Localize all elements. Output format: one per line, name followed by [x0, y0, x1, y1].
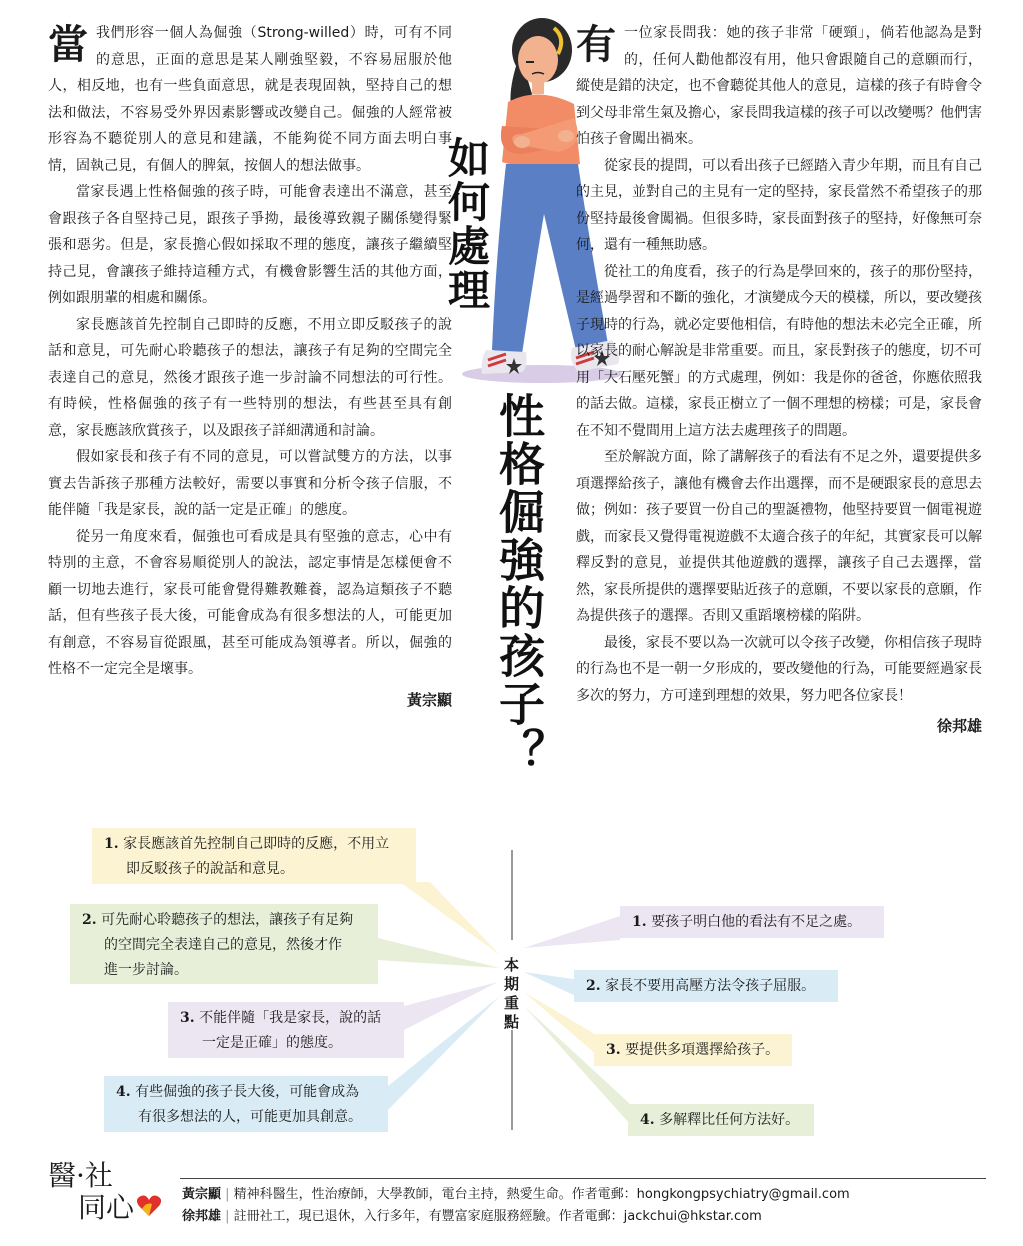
connector-left-1: [400, 882, 500, 955]
right-paragraph-4: 至於解說方面，除了講解孩子的看法有不足之外，還要提供多項選擇給孩子，讓他有機會去作出選擇，而不是硬跟家長的意思去做；例如：孩子要買一份自己的聖誕禮物，他堅持要買一個電視遊戲，而家長又覺得電視遊戲不太適合孩子的年紀，其實家長可以解釋反對的意見，並提供其他遊戲的選擇，讓孩子自己去選擇，當然，家長所提供的選擇要貼近孩子的意願，不要以家長的意願，作為提供孩子的選擇。否則又重蹈壞榜樣的陷阱。: [576, 449, 982, 624]
right-paragraph-1: 有一位家長問我：她的孩子非常「硬頸」，倘若他認為是對的，任何人勸他都沒有用，他只會跟隨自己的意願而行，縱使是錯的決定，也不會聽從其他人的意見，這樣的孩子有時會令到父母非常生氣及擔心，家長問我這樣的孩子可以改變嗎？他們害怕孩子會闖出禍來。: [576, 21, 982, 147]
footer-author-a: 黃宗顯 | 精神科醫生，性治療師，大學教師，電台主持，熱愛生命。作者電郵：hongkongpsychiatry@gmail.com: [182, 1187, 850, 1202]
right-paragraph-2: 從家長的提問，可以看出孩子已經踏入青少年期，而且有自己的主見，並對自己的主見有一定的堅持，家長當然不希望孩子的那份堅持最後會闖禍。但很多時，家長面對孩子的堅持，好像無可奈何，還有一種無助感。: [576, 157, 982, 253]
keypoint-left-2: 2. 可先耐心聆聽孩子的想法，讓孩子有足夠 的空間完全表達自己的意見，然後才作 進一步討論。: [70, 904, 378, 984]
right-article: [576, 20, 982, 740]
logo-line-1: 醫·社: [48, 1159, 113, 1192]
left-paragraph-5: 從另一角度來看，倔強也可看成是具有堅強的意志，心中有特別的主意，不會容易順從別人的說法，認定事情是怎樣便會不顧一切地去進行，家長可能會覺得難教難養，認為這類孩子不聽話，但有些孩子長大後，可能會成為有很多想法的人，可能更加有創意，不容易盲從跟風，甚至可能成為領導者。所以，倔強的性格不一定完全是壞事。: [48, 528, 452, 677]
right-dropcap: 有: [576, 21, 616, 68]
right-paragraph-5: 最後，家長不要以為一次就可以令孩子改變，你相信孩子現時的行為也不是一朝一夕形成的，要改變他的行為，可能要經過家長多次的努力，方可達到理想的效果，努力吧各位家長！: [576, 634, 982, 704]
column-logo: [48, 1160, 134, 1224]
connector-right-2: [524, 972, 580, 998]
keypoint-right-3: 3. 要提供多項選擇給孩子。: [594, 1034, 792, 1066]
keypoint-left-4: 4. 有些倔強的孩子長大後，可能會成為 有很多想法的人，可能更加具創意。: [104, 1076, 388, 1132]
right-paragraph-3: 從社工的角度看，孩子的行為是學回來的，孩子的那份堅持，是經過學習和不斷的強化，才演變成今天的模樣，所以，要改變孩子現時的行為，就必定要他相信，有時他的想法未必完全正確，所以家長的耐心解說是非常重要。而且，家長對孩子的態度，切不可用「大石壓死蟹」的方式處理，例如：我是你的爸爸，你應依照我的話去做。這樣，家長正樹立了一個不理想的榜樣；可是，家長會在不知不覺間用上這方法去處理孩子的問題。: [576, 263, 982, 439]
keypoints-label: 本期重點: [502, 957, 520, 1033]
heart-icon: [136, 1194, 162, 1218]
connector-right-1: [524, 916, 620, 948]
title-part-1: 如何處理: [442, 136, 491, 312]
left-author: 黃宗顯: [406, 690, 452, 709]
footer-divider: [180, 1178, 986, 1179]
footer-bio-a: 精神科醫生，性治療師，大學教師，電台主持，熱愛生命。作者電郵：hongkongpsychiatry@gmail.com: [233, 1187, 850, 1202]
keypoint-right-2: 2. 家長不要用高壓方法令孩子屈服。: [574, 970, 838, 1002]
face: [518, 36, 558, 84]
left-article: [48, 20, 452, 713]
connector-left-2: [378, 938, 500, 968]
keypoint-right-4: 4. 多解釋比任何方法好。: [628, 1104, 814, 1136]
left-dropcap: 當: [48, 21, 88, 68]
logo-line-2: 同心: [48, 1192, 134, 1224]
footer-bio-b: 註冊社工，現已退休，入行多年，有豐富家庭服務經驗。作者電郵：jackchui@hkstar.com: [233, 1209, 762, 1224]
left-paragraph-4: 假如家長和孩子有不同的意見，可以嘗試雙方的方法，以事實去告訴孩子那種方法較好，需要以事實和分析令孩子信服，不能伴隨「我是家長，說的話一定是正確」的態度。: [48, 449, 452, 518]
footer-author-b: 徐邦雄 | 註冊社工，現已退休，入行多年，有豐富家庭服務經驗。作者電郵：jackchui@hkstar.com: [182, 1209, 762, 1224]
footer-name-a: 黃宗顯: [182, 1187, 222, 1202]
keypoint-left-1: 1. 家長應該首先控制自己即時的反應，不用立 即反駁孩子的說話和意見。: [92, 828, 416, 884]
keypoint-right-1: 1. 要孩子明白他的看法有不足之處。: [620, 906, 884, 938]
left-paragraph-3: 家長應該首先控制自己即時的反應，不用立即反駁孩子的說話和意見，可先耐心聆聽孩子的想法，讓孩子有足夠的空間完全表達自己的意見，然後才跟孩子進一步討論不同想法的可行性。有時候，性格倔強的孩子有一些特別的想法，有些甚至具有創意，家長應該欣賞孩子，以及跟孩子詳細溝通和討論。: [48, 316, 452, 439]
title-part-2: 性格倔強的孩子？: [492, 392, 546, 776]
connector-left-3: [404, 982, 498, 1030]
left-paragraph-2: 當家長遇上性格倔強的孩子時，可能會表達出不滿意，甚至會跟孩子各自堅持己見，跟孩子爭拗，最後導致親子關係變得緊張和惡劣。但是，家長擔心假如採取不理的態度，讓孩子繼續堅持己見，會讓孩子維持這種方式，有機會影響生活的其他方面，例如跟朋輩的相處和關係。: [48, 184, 452, 306]
right-author: 徐邦雄: [936, 717, 982, 735]
left-paragraph-1: 當我們形容一個人為倔強（Strong-willed）時，可有不同的意思，正面的意思是某人剛強堅毅，不容易屈服於他人，相反地，也有一些負面意思，就是表現固執，堅持自己的想法和做法，不容易受外界因素影響或改變自己。倔強的人經常被形容為不聽從別人的意見和建議，不能夠從不同方面去明白事情，固執己見，有個人的脾氣，按個人的想法做事。: [48, 21, 452, 174]
keypoint-left-3: 3. 不能伴隨「我是家長，說的話 一定是正確」的態度。: [168, 1002, 404, 1058]
footer-name-b: 徐邦雄: [182, 1209, 222, 1224]
